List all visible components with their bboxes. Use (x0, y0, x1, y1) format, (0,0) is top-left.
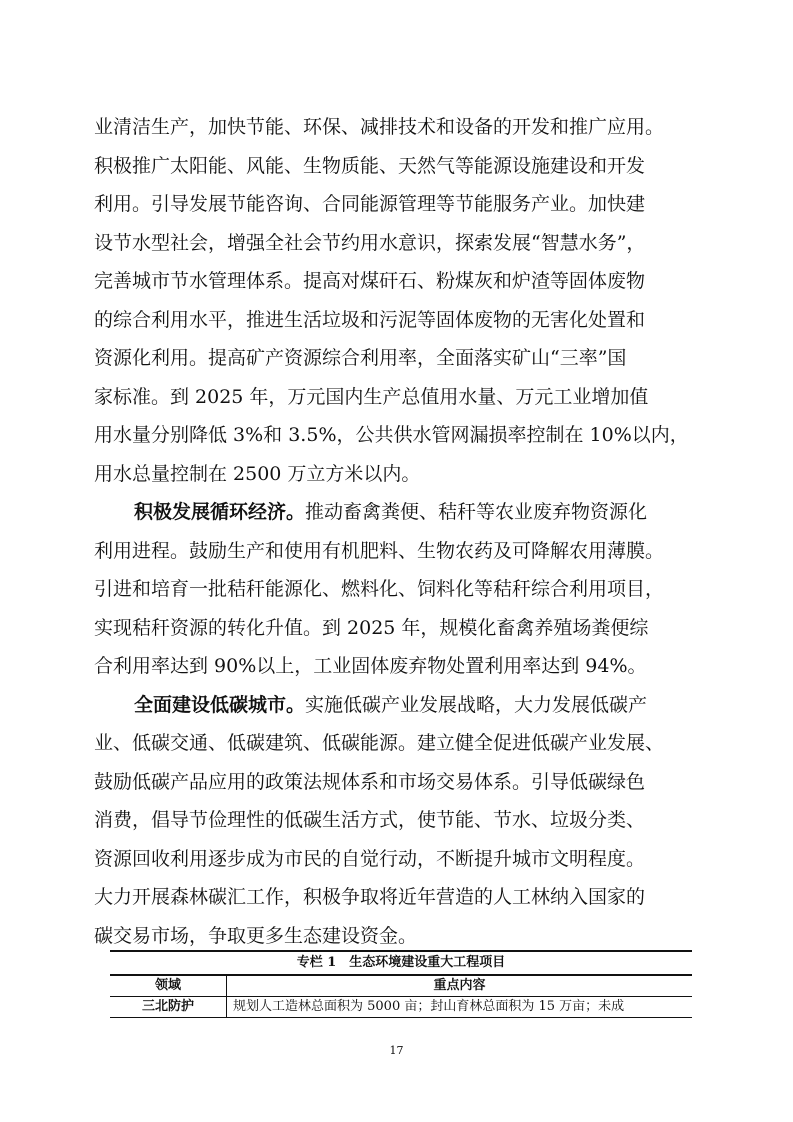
paragraph-text: 实施低碳产业发展战略，大力发展低碳产 (305, 693, 648, 716)
paragraph-water-energy (94, 108, 704, 493)
text-line: 鼓励低碳产品应用的政策法规体系和市场交易体系。引导低碳绿色 (94, 770, 646, 793)
text-line-first (94, 493, 704, 532)
paragraph-heading: 积极发展循环经济。 (134, 501, 306, 523)
text-line: 的综合利用水平，推进生活垃圾和污泥等固体废物的无害化处置和 (94, 308, 646, 331)
text-line: 业、低碳交通、低碳建筑、低碳能源。建立健全促进低碳产业发展、 (94, 732, 665, 754)
field-cell: 三北防护 (110, 997, 227, 1018)
page-number: 17 (389, 1044, 404, 1057)
box-title: 专栏 1 生态环境建设重大工程项目 (110, 952, 692, 975)
paragraph-circular-economy (94, 493, 704, 686)
text-line: 资源化利用。提高矿产资源综合利用率，全面落实矿山“三率”国 (94, 347, 627, 369)
text-line: 完善城市节水管理体系。提高对煤矸石、粉煤灰和炉渣等固体废物 (94, 270, 646, 292)
text-line: 资源回收利用逐步成为市民的自觉行动，不断提升城市文明程度。 (94, 847, 646, 870)
text-line: 业清洁生产，加快节能、环保、减排技术和设备的开发和推广应用。 (94, 116, 665, 138)
paragraph-low-carbon-city (94, 686, 704, 956)
text-line: 碳交易市场，争取更多生态建设资金。 (94, 924, 418, 947)
text-line: 引进和培育一批秸秆能源化、燃料化、饲料化等秸秆综合利用项目， (94, 578, 665, 600)
text-line: 利用进程。鼓励生产和使用有机肥料、生物农药及可降解农用薄膜。 (94, 539, 665, 562)
paragraph-text: 推动畜禽粪便、秸秆等农业废弃物资源化 (305, 501, 648, 523)
header-field: 领域 (110, 976, 227, 997)
text-line: 大力开展森林碳汇工作，积极争取将近年营造的人工林纳入国家的 (94, 886, 646, 908)
table-row (110, 997, 692, 1018)
body-text (94, 108, 704, 955)
content-cell: 规划人工造林总面积为 5000 亩；封山育林总面积为 15 万亩；未成 (227, 997, 693, 1018)
text-line: 用水量分别降低 3%和 3.5%，公共供水管网漏损率控制在 10%以内， (94, 424, 689, 446)
text-line: 利用。引导发展节能咨询、合同能源管理等节能服务产业。加快建 (94, 193, 646, 215)
text-line: 合利用率达到 90%以上，工业固体废弃物处置利用率达到 94%。 (94, 655, 647, 677)
text-line: 用水总量控制在 2500 万立方米以内。 (94, 462, 421, 485)
text-line: 实现秸秆资源的转化升值。到 2025 年，规模化畜禽养殖场粪便综 (94, 616, 649, 639)
project-table (110, 975, 692, 1018)
paragraph-heading: 全面建设低碳城市。 (134, 693, 306, 716)
text-line: 消费，倡导节俭理性的低碳生活方式，使节能、节水、垃圾分类、 (94, 809, 646, 831)
project-column-box (110, 950, 692, 1018)
header-content: 重点内容 (227, 976, 693, 997)
text-line: 积极推广太阳能、风能、生物质能、天然气等能源设施建设和开发 (94, 154, 646, 177)
text-line: 家标准。到 2025 年，万元国内生产总值用水量、万元工业增加值 (94, 385, 649, 408)
table-header-row (110, 976, 692, 997)
text-line: 设节水型社会，增强全社会节约用水意识，探索发展“智慧水务”， (94, 231, 646, 254)
text-line-first (94, 686, 704, 725)
